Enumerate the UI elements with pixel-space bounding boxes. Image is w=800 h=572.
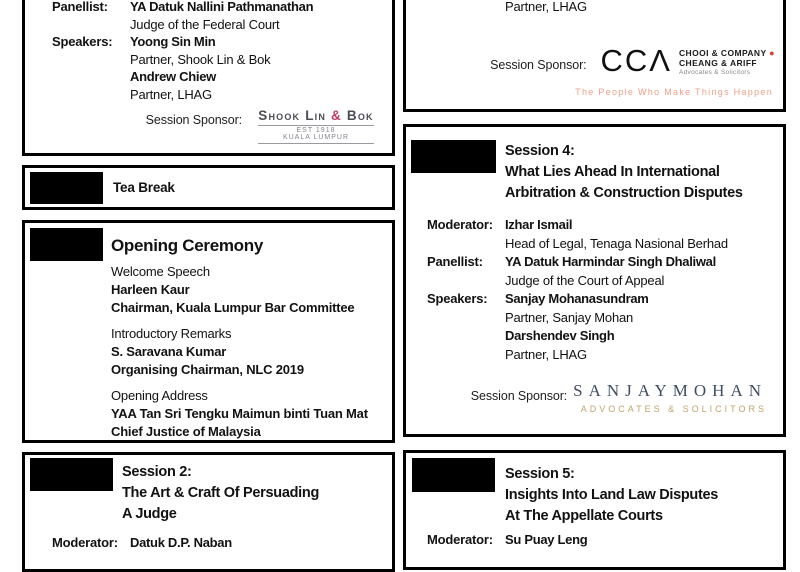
session-2-title: Session 2: xyxy=(122,464,192,480)
segment-role: Welcome Speech xyxy=(111,264,210,279)
panellist-row xyxy=(52,0,382,16)
introductory-remarks-group xyxy=(111,325,392,379)
session-5-subtitle: Insights Into Land Law Disputes xyxy=(505,487,719,503)
session-5-box xyxy=(403,450,786,570)
panellist-title: Judge of the Court of Appeal xyxy=(505,272,665,288)
speaker-title: Partner, Shook Lin & Bok xyxy=(130,51,271,67)
moderator-name: Datuk D.P. Naban xyxy=(130,535,232,550)
speaker-name: Sanjay Mohanasundram xyxy=(505,291,649,306)
sponsor-label: Session Sponsor: xyxy=(145,113,242,127)
sanjaymohan-name: SANJAYMOHAN xyxy=(573,381,767,400)
cca-monogram: CCΛ xyxy=(600,43,672,78)
moderator-row-partial xyxy=(427,531,779,549)
chooi-company-cheang-ariff-logo: CCΛ CHOOI & COMPANY ● CHEANG & ARIFF Advocates & Solicitors xyxy=(600,43,775,78)
segment-name: Harleen Kaur xyxy=(111,282,190,297)
session-3-box xyxy=(403,0,786,112)
moderator-name: Su Puay Leng xyxy=(505,532,588,547)
session-1-box xyxy=(22,0,395,156)
redacted-time-block xyxy=(412,458,495,492)
panellist-name: YA Datuk Harmindar Singh Dhaliwal xyxy=(505,254,716,269)
speaker-title: Partner, LHAG xyxy=(130,86,212,102)
speaker-title: Partner, Sanjay Mohan xyxy=(505,309,634,325)
cca-red-dot: ● xyxy=(769,48,775,58)
redacted-time-block xyxy=(30,172,103,204)
moderator-label: Moderator: xyxy=(427,532,493,547)
panellist-title-row xyxy=(52,16,382,34)
session-2-subtitle: A Judge xyxy=(122,506,177,522)
opening-ceremony-title: Opening Ceremony xyxy=(111,236,264,255)
speaker-title: Partner, LHAG xyxy=(505,346,587,362)
sanjaymohan-logo xyxy=(573,381,767,414)
segment-name: S. Saravana Kumar xyxy=(111,344,227,359)
moderator-label: Moderator: xyxy=(427,217,493,232)
segment-position: Chief Justice of Malaysia xyxy=(111,424,261,439)
segment-name: YAA Tan Sri Tengku Maimun binti Tuan Mat xyxy=(111,406,368,421)
session-4-subtitle: What Lies Ahead In International xyxy=(505,164,720,180)
session-4-subtitle: Arbitration & Construction Disputes xyxy=(505,185,743,201)
session-2-box xyxy=(22,452,395,572)
slb-ampersand: & xyxy=(331,108,342,123)
sanjaymohan-subtitle: ADVOCATES & SOLICITORS xyxy=(580,404,767,414)
logo-rule xyxy=(258,125,374,126)
tea-break-box xyxy=(22,165,395,210)
segment-role: Introductory Remarks xyxy=(111,326,232,341)
redacted-time-block xyxy=(30,228,103,261)
session-5-title: Session 5: xyxy=(505,466,575,482)
speaker-title: Partner, LHAG xyxy=(505,0,587,14)
sponsor-label: Session Sponsor: xyxy=(490,58,587,72)
moderator-name: Izhar Ismail xyxy=(505,217,573,232)
segment-position: Organising Chairman, NLC 2019 xyxy=(111,362,304,377)
shook-lin-bok-logo: Shook Lin & Bok EST 1918 KUALA LUMPUR xyxy=(252,108,380,145)
panellist-name: YA Datuk Nallini Pathmanathan xyxy=(130,0,314,14)
opening-address-group xyxy=(111,387,392,441)
cca-firm-line2: CHEANG & ARIFF xyxy=(679,58,758,68)
sponsor-label: Session Sponsor: xyxy=(470,389,568,403)
panellist-row xyxy=(427,253,783,272)
segment-position: Chairman, Kuala Lumpur Bar Committee xyxy=(111,300,355,315)
slb-city-text: KUALA LUMPUR xyxy=(282,134,350,141)
speakers-label: Speakers: xyxy=(427,291,488,306)
cca-subtitle: Advocates & Solicitors xyxy=(679,69,751,76)
opening-ceremony-box xyxy=(22,220,395,443)
session-3-sponsor-row xyxy=(406,44,779,78)
speakers-label: Speakers: xyxy=(52,34,113,49)
tea-break-label: Tea Break xyxy=(113,180,175,195)
moderator-label: Moderator: xyxy=(52,535,118,550)
moderator-title: Head of Legal, Tenaga Nasional Berhad xyxy=(505,235,728,251)
moderator-row-partial xyxy=(52,534,388,552)
panellist-title: Judge of the Federal Court xyxy=(130,16,280,32)
speakers-row xyxy=(52,33,382,51)
speaker-name: Yoong Sin Min xyxy=(130,34,216,49)
speaker-name: Darshendev Singh xyxy=(505,328,615,343)
session-2-subtitle: The Art & Craft Of Persuading xyxy=(122,485,320,501)
session-5-subtitle: At The Appellate Courts xyxy=(505,508,663,524)
session-4-box xyxy=(403,124,786,437)
session-4-title: Session 4: xyxy=(505,143,575,159)
session-1-people xyxy=(52,0,382,103)
panellist-label: Panellist: xyxy=(427,254,483,269)
session-4-sponsor-row xyxy=(406,381,783,414)
cca-tagline: The People Who Make Things Happen xyxy=(575,87,773,97)
panellist-label: Panellist: xyxy=(52,0,108,14)
moderator-row xyxy=(427,216,783,235)
logo-rule xyxy=(258,143,374,144)
welcome-speech-group xyxy=(111,263,392,317)
session-4-people xyxy=(406,216,783,364)
slb-est-text: EST 1918 xyxy=(296,127,336,134)
session-1-sponsor-row xyxy=(52,108,382,145)
speakers-row xyxy=(427,290,783,309)
redacted-time-block xyxy=(411,140,496,173)
speaker-name: Andrew Chiew xyxy=(130,69,216,84)
redacted-time-block xyxy=(30,458,113,491)
segment-role: Opening Address xyxy=(111,388,208,403)
